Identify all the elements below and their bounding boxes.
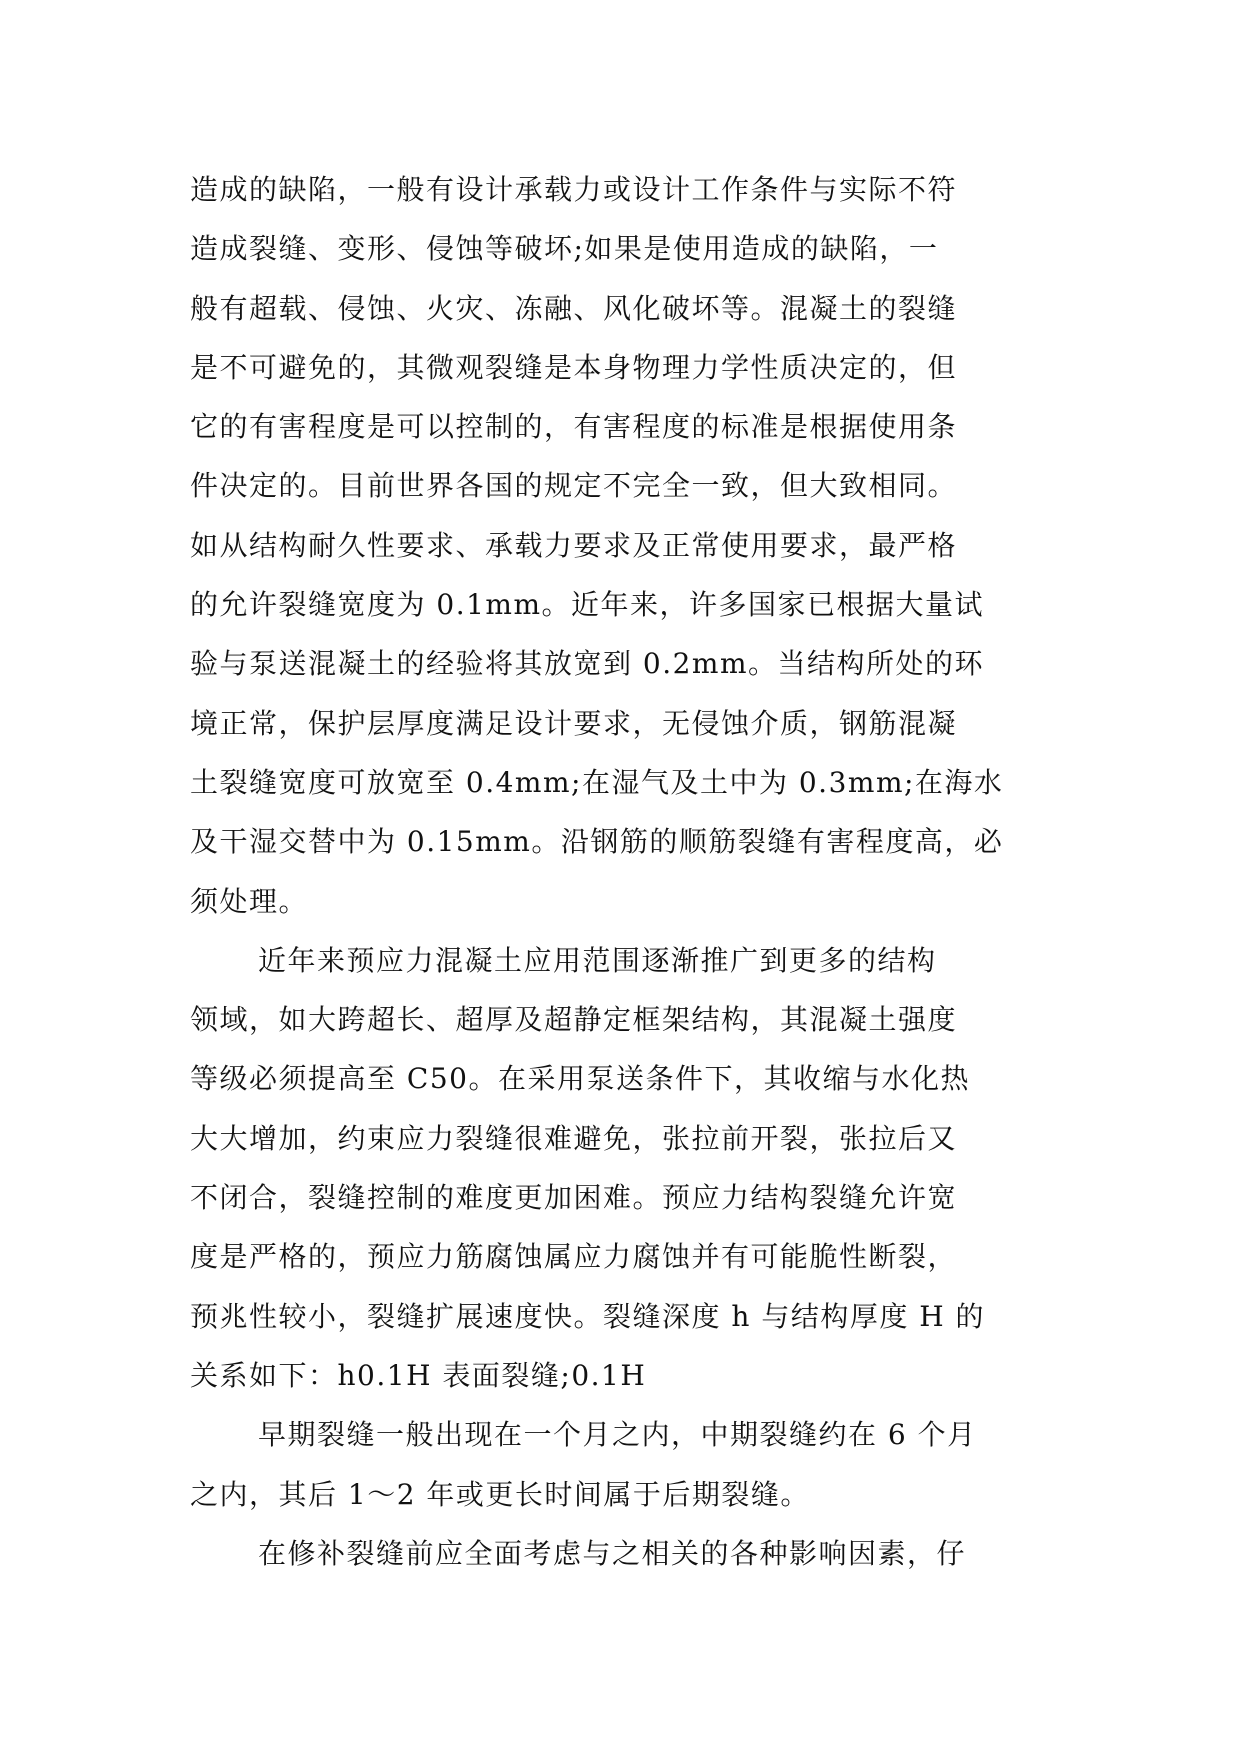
text-line: 须处理。 [190,884,309,918]
text-line: 它的有害程度是可以控制的，有害程度的标准是根据使用条 [190,410,958,444]
text-line: 件决定的。目前世界各国的规定不完全一致，但大致相同。 [190,469,958,503]
paragraph-first-line: 近年来预应力混凝土应用范围逐渐推广到更多的结构 [258,943,937,977]
document-body [190,160,1070,1583]
paragraph-first-line: 早期裂缝一般出现在一个月之内，中期裂缝约在 6 个月 [258,1418,977,1452]
text-line: 土裂缝宽度可放宽至 0.4mm;在湿气及土中为 0.3mm;在海水 [190,765,1004,799]
text-line: 及干湿交替中为 0.15mm。沿钢筋的顺筋裂缝有害程度高，必 [190,825,1004,859]
text-line: 境正常，保护层厚度满足设计要求，无侵蚀介质，钢筋混凝 [190,706,958,740]
text-line: 不闭合，裂缝控制的难度更加困难。预应力结构裂缝允许宽 [190,1181,958,1215]
text-line: 预兆性较小，裂缝扩展速度快。裂缝深度 h 与结构厚度 H 的 [190,1299,986,1333]
text-line: 领域，如大跨超长、超厚及超静定框架结构，其混凝土强度 [190,1003,958,1037]
text-line: 般有超载、侵蚀、火灾、冻融、风化破坏等。混凝土的裂缝 [190,291,958,325]
text-line: 度是严格的，预应力筋腐蚀属应力腐蚀并有可能脆性断裂， [190,1240,958,1274]
paragraph-first-line: 在修补裂缝前应全面考虑与之相关的各种影响因素，仔 [258,1536,967,1570]
text-line: 之内，其后 1～2 年或更长时间属于后期裂缝。 [190,1477,810,1511]
text-line: 验与泵送混凝土的经验将其放宽到 0.2mm。当结构所处的环 [190,647,985,681]
text-line: 造成裂缝、变形、侵蚀等破坏;如果是使用造成的缺陷，一 [190,232,939,266]
text-line: 关系如下：h0.1H 表面裂缝;0.1H [190,1358,647,1392]
text-line: 是不可避免的，其微观裂缝是本身物理力学性质决定的，但 [190,350,958,384]
text-line: 等级必须提高至 C50。在采用泵送条件下，其收缩与水化热 [190,1062,970,1096]
text-line: 的允许裂缝宽度为 0.1mm。近年来，许多国家已根据大量试 [190,588,985,622]
text-line: 如从结构耐久性要求、承载力要求及正常使用要求，最严格 [190,528,958,562]
text-line: 大大增加，约束应力裂缝很难避免，张拉前开裂，张拉后又 [190,1121,958,1155]
text-line: 造成的缺陷，一般有设计承载力或设计工作条件与实际不符 [190,173,958,206]
